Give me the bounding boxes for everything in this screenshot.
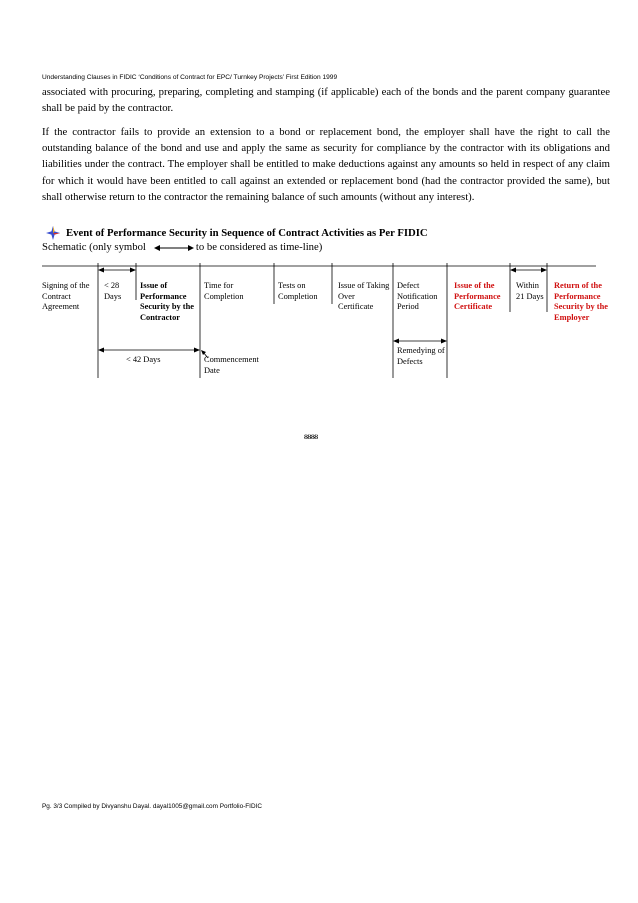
- timeline-time-for-completion: Time for Completion: [204, 281, 244, 301]
- timeline-performance-certificate: Issue of the Performance Certificate: [454, 281, 501, 312]
- timeline-within-21-days: Within 21 Days: [516, 281, 544, 301]
- timeline-return-performance-security: Return of the Performance Security by the Employer: [554, 281, 608, 323]
- paragraph-bond-extension: If the contractor fails to provide an extension to a bond or replacement bond, the employer shall have the right to call the outstanding balance of the bond and use and apply the same as security for compliance by the contractor with its obligations and liabilities under the contract. The employer shall be entitled to make deductions against any amounts so held in respect of any claim for which it would have been entitled to call against an extended or replacement bond (had the contractor provided the same), but shall otherwise return to the contractor the remaining balance of such amounts (without any interest).: [42, 126, 610, 203]
- four-point-star-bullet-icon: [46, 226, 60, 240]
- section-heading-text: Event of Performance Security in Sequence of Contract Activities as Per FIDIC: [66, 227, 428, 239]
- timeline-issue-performance-security: Issue of Performance Security by the Contractor: [140, 281, 194, 323]
- timeline-commencement-date: Commencement Date: [204, 355, 259, 375]
- timeline-taking-over-certificate: Issue of Taking Over Certificate: [338, 281, 390, 312]
- schematic-text-after: to be considered as time-line): [195, 241, 323, 253]
- timeline-defect-notification-period: Defect Notification Period: [397, 281, 438, 312]
- schematic-text-before: Schematic (only symbol: [42, 241, 146, 253]
- timeline-remedying-defects: Remedying of Defects: [397, 346, 445, 366]
- section-heading: [46, 226, 428, 240]
- timeline-lt28-days: < 28 Days: [104, 281, 122, 301]
- running-header: Understanding Clauses in FIDIC ‘Conditions of Contract for EPC/ Turnkey Projects’ First Edition 1999: [42, 74, 338, 81]
- paragraph-bond-costs: associated with procuring, preparing, completing and stamping (if applicable) each of the bonds and the parent company guarantee shall be paid by the contractor.: [42, 86, 610, 115]
- double-arrow-icon: [154, 244, 194, 252]
- timeline-signing: Signing of the Contract Agreement: [42, 281, 90, 312]
- page-footer: Pg. 3/3 Compiled by Divyanshu Dayal. dayal1005@gmail.com Portfolio-FIDIC: [42, 803, 262, 810]
- timeline-tests-on-completion: Tests on Completion: [278, 281, 318, 301]
- end-of-section-symbol: ᴕᴕᴕᴕ: [304, 431, 318, 441]
- timeline-lt42-days: < 42 Days: [126, 355, 161, 364]
- schematic-note: [42, 241, 322, 253]
